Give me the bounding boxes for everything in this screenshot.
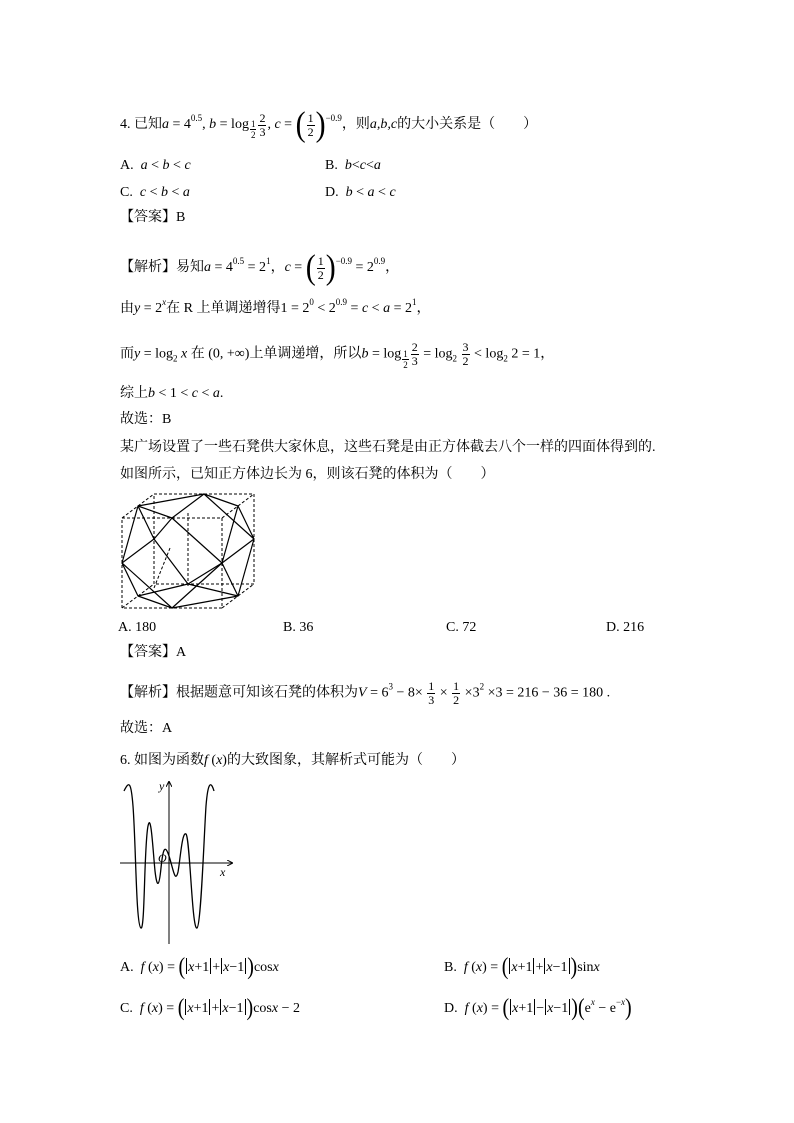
q4-conclusion: 故选：B [120,412,172,427]
q4-analysis-l4-lead: 综上 [120,386,148,401]
q4-stem-vars: a,b,c [369,117,398,133]
q5-stem-text-1: 某广场设置了一些石凳供大家休息，这些石凳是由正方体截去八个一样的四面体得到的. [120,440,656,455]
q6-stem: 6. 如图为函数f (x)的大致图象，其解析式可能为（ ） [120,753,465,768]
q4-stem-tail: ，则 [341,117,370,133]
q6-stem-end: 的大致图象，其解析式可能为（ ） [226,753,465,768]
q6-number: 6. [120,753,131,768]
q6-function-graph [116,776,242,948]
x-axis-label: x [220,865,226,879]
q5-option-a: A. 180 [118,620,157,635]
q5-analysis-lead: 根据题意可知该石凳的体积为 [176,685,358,701]
q5-conclusion: 故选：A [120,721,173,736]
q4-analysis-l3-mid: 上单调递增，所以 [249,346,362,362]
q4-option-b: B. b<c<a [325,158,381,173]
q5-option-b: B. 36 [283,620,314,635]
q4-analysis-l2-lead: 由 [120,301,134,316]
q5-option-d: D. 216 [606,620,645,635]
q5-analysis-tag: 【解析】 [120,685,176,701]
q5-stem-line2 [120,465,495,485]
q4-stem-end: 的大小关系是（ ） [397,117,538,133]
q4-number: 4. [120,117,131,133]
q6-option-a: A. f (x) = ( x+1 + x−1 )cosx [120,953,279,981]
q5-stem-text-2: 如图所示，已知正方体边长为 6，则该石凳的体积为（ ） [120,467,495,482]
q5-answer [120,643,186,663]
q4-option-c: C. c < b < a [120,185,190,200]
q6-option-d: D. f (x) = ( x+1 − x−1 )$(e^x - e^{-x})$ [444,994,632,1022]
q5-stem-line1 [120,438,656,458]
q4-analysis-line1: 【解析】易知$a = 4^{0.5} = 2^1$，c = ( $\frac{1}{2}$ )$^{-0.9} = 2^{0.9}$， [120,248,400,287]
q4-analysis-line2: 由$y = 2^x$在 R 上单调递增得$1 = 2^0 < 2^{0.9} = c < a = 2^1$， [120,297,431,316]
q4-analysis-tag: 【解析】 [120,260,176,276]
q6-option-c: C. f (x) = ( x+1 + x−1 )cosx − 2 [120,994,300,1022]
q6-stem-lead: 如图为函数 [134,753,204,768]
q4-answer-tag: 【答案】 [120,210,176,225]
q4-analysis-l3-lead: 而 [120,346,134,362]
q4-answer [120,208,185,228]
origin-label: O [158,851,167,865]
q4-option-a: A. a < b < c [120,158,191,173]
q4-analysis-line3: 而$y = \log_2 x$ 在 (0, +∞)上单调递增，所以b = log $_{\frac{1}{2}}$ $\frac{2}{3}$ = $\log_2$ $\frac{3}{2}$ < $\log_2 2 = 1$， [120,340,555,370]
q4-answer-value: B [176,210,186,225]
q6-option-b: B. f (x) = ( x+1 + x−1 )sinx [444,953,600,981]
q4-stem: 4. 已知$a = 4^{0.5}$, b = log $_{\frac{1}{2}}$ $\frac{2}{3}$ , c = ( $\frac{1}{2}$ )$^{-0.9}$，则a,b,c的大小关系是（ ） [120,105,538,144]
q4-analysis-l2-mid: 在 R 上单调递增得 [166,301,281,316]
q4-analysis-l1-lead: 易知 [176,260,204,276]
q5-answer-tag: 【答案】 [120,645,176,660]
q5-analysis: 【解析】根据题意可知该石凳的体积为$V = 6^3 - 8\times$ $\frac{1}{3}$ × $\frac{1}{2}$ $\times 3^2 \times 3 = 216 - 36 = 180$ . [120,679,611,707]
q4-stem-lead: 已知 [134,117,162,133]
q5-answer-value: A [176,645,187,660]
y-axis-label: y [159,779,165,793]
q4-option-d: D. b < a < c [325,185,396,200]
q4-analysis-line4: 综上b < 1 < c < a. [120,386,224,401]
q5-option-c: C. 72 [446,620,477,635]
q5-figure-cuboctahedron [118,488,258,612]
